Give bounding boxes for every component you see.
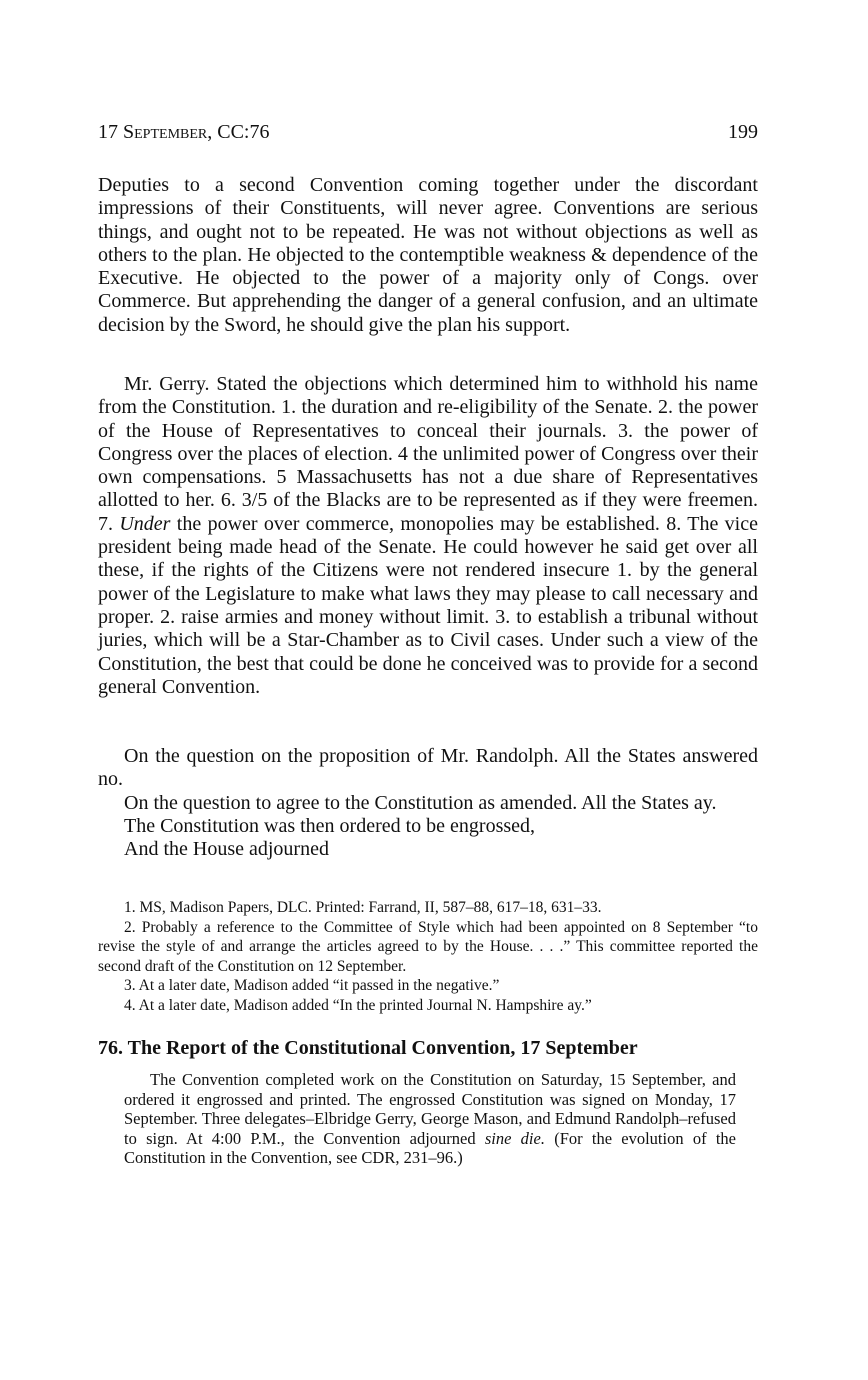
paragraph-2-text-b: the power over commerce, monopolies may be established. 8. The vice president being made head of the Senate. He could however he said get over all these, if the rights of the Citizens were not rendered insecure 1. by the general power of the Legislature to make what laws they may please to call necessary and proper. 2. raise armies and money without limit. 3. to establish a tribunal without juries, which will be a Star-Chamber as to Civil cases. Under such a view of the Constitution, the best that could be done he conceived was to provide for a second general Convention. [98,512,758,698]
paragraph-3: On the question on the proposition of Mr. Randolph. All the States answered no. [98,745,758,791]
footnote-2: 2. Probably a reference to the Committee of Style which had been appointed on 8 September “to revise the style of and arrange the articles agreed to by the House. . . .” This committee reported the second draft of the Constitution on 12 September. [98,918,758,975]
section-intro-text-b: (For the evolution of the Constitution in the Convention, see CDR, 231–96.) [124,1128,736,1167]
paragraph-2-emphasis: Under [119,512,171,535]
section-intro-paragraph [124,1070,736,1168]
footnote-3: 3. At a later date, Madison added “it passed in the negative.” [124,977,500,995]
paragraph-2-text-a: Mr. Gerry. Stated the objections which determined him to withhold his name from the Constitution. 1. the duration and re-eligibility of the Senate. 2. the power of the House of Representatives to conceal their journals. 3. the power of Congress over the places of election. 4 the unlimited power of Congress over their own compensations. 5 Massachusetts has not a due share of Representatives allotted to her. 6. 3/5 of the Blacks are to be represented as if they were freemen. 7. [98,373,758,535]
section-intro-emphasis: sine die. [484,1128,545,1148]
section-heading: 76. The Report of the Constitutional Convention, 17 September [98,1037,638,1059]
body-paragraph-continued [98,174,758,337]
paragraph-6: And the House adjourned [124,838,329,861]
page-number: 199 [728,121,758,143]
running-header [98,121,758,147]
body-paragraph-votes [98,745,758,861]
running-head-day: 17 [98,121,123,143]
footnote-4: 4. At a later date, Madison added “In the printed Journal N. Hampshire ay.” [124,996,592,1014]
body-paragraph-gerry [98,373,758,699]
footnotes [98,898,758,1016]
running-head-title [98,121,270,144]
footnote-1: 1. MS, Madison Papers, DLC. Printed: Farrand, II, 587–88, 617–18, 631–33. [124,899,602,916]
paragraph-5: The Constitution was then ordered to be engrossed, [124,814,536,837]
paragraph-1: Deputies to a second Convention coming together under the discordant impressions of their Constituents, will never agree. Conventions are serious things, and ought not to be repeated. He was not without objections as well as others to the plan. He objected to the contemptible weakness & dependence of the Executive. He objected to the power of a majority only of Congs. over Commerce. But apprehending the danger of a general confusion, and an ultimate decision by the Sword, he should give the plan his support. [98,174,758,336]
paragraph-2 [98,373,758,699]
running-head-month: September [123,121,208,143]
paragraph-4: On the question to agree to the Constitution as amended. All the States ay. [124,791,717,814]
section-intro-text-a: The Convention completed work on the Constitution on Saturday, 15 September, and ordered it engrossed and printed. The engrossed Constitution was signed on Monday, 17 September. Three delegates–Elbridge Gerry, George Mason, and Edmund Randolph–refused to sign. At 4:00 P.M., the Convention adjourned [124,1070,736,1148]
section-intro [124,1070,736,1168]
running-head-ref: , CC:76 [207,121,270,143]
